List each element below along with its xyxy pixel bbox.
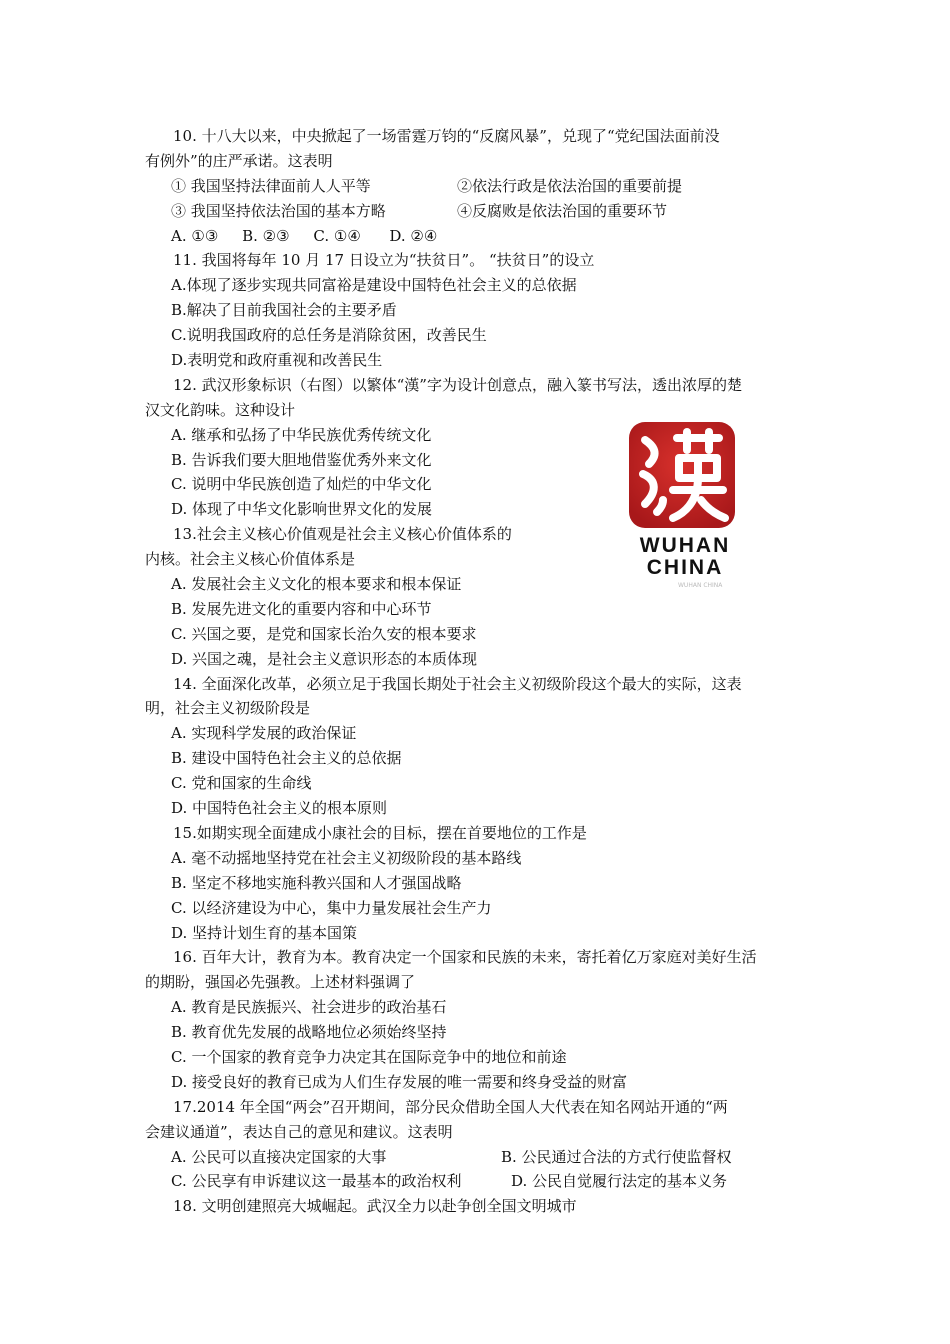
q13-stem-line1: 13.社会主义核心价值观是社会主义核心价值体系的 xyxy=(173,525,512,544)
q17-options-row1 xyxy=(145,1145,813,1170)
q12-option-c: C. 说明中华民族创造了灿烂的中华文化 xyxy=(171,475,432,494)
q16-option-a: A. 教育是民族振兴、社会进步的政治基石 xyxy=(171,998,447,1017)
q15-option-a: A. 毫不动摇地坚持党在社会主义初级阶段的基本路线 xyxy=(171,848,522,867)
q14-stem-line1: 14. 全面深化改革，必须立足于我国长期处于社会主义初级阶段这个最大的实际，这表 xyxy=(173,674,742,693)
q16-option-d: D. 接受良好的教育已成为人们生存发展的唯一需要和终身受益的财富 xyxy=(171,1072,628,1091)
q15-option-d: D. 坚持计划生育的基本国策 xyxy=(171,923,358,942)
question-text-column xyxy=(145,124,813,1219)
wuhan-logo xyxy=(622,420,748,589)
q18-stem: 18. 文明创建照亮大城崛起。武汉全力以赴争创全国文明城市 xyxy=(173,1197,577,1216)
logo-text-wuhan: WUHAN xyxy=(639,534,731,557)
q14-option-d: D. 中国特色社会主义的根本原则 xyxy=(171,799,388,818)
q16-stem-line2: 的期盼，强国必先强教。上述材料强调了 xyxy=(145,973,416,992)
q12-stem-line2: 汉文化韵味。这种设计 xyxy=(145,400,296,419)
q13-option-b: B. 发展先进文化的重要内容和中心环节 xyxy=(171,599,432,618)
q17-option-d: D. 公民自觉履行法定的基本义务 xyxy=(511,1172,728,1191)
q12-stem-line1: 12. 武汉形象标识（右图）以繁体“漢”字为设计创意点，融入篆书写法，透出浓厚的楚 xyxy=(173,375,742,394)
q10-item-2: ②依法行政是依法治国的重要前提 xyxy=(457,176,683,195)
q12-option-d: D. 体现了中华文化影响世界文化的发展 xyxy=(171,500,433,519)
q17-option-b: B. 公民通过合法的方式行使监督权 xyxy=(501,1147,732,1166)
q10-items-row1 xyxy=(145,174,813,199)
han-seal-icon xyxy=(627,420,737,530)
q14-stem-line2: 明，社会主义初级阶段是 xyxy=(145,699,311,718)
q14-option-b: B. 建设中国特色社会主义的总依据 xyxy=(171,749,402,768)
q10-items-row2 xyxy=(145,199,813,224)
q10-stem-line2: 有例外”的庄严承诺。这表明 xyxy=(145,151,333,170)
q12-option-b: B. 告诉我们要大胆地借鉴优秀外来文化 xyxy=(171,450,432,469)
q14-option-c: C. 党和国家的生命线 xyxy=(171,774,312,793)
q17-stem-line1: 17.2014 年全国“两会”召开期间，部分民众借助全国人大代表在知名网站开通的“两 xyxy=(173,1097,728,1116)
q16-option-b: B. 教育优先发展的战略地位必须始终坚持 xyxy=(171,1023,447,1042)
logo-text-china: CHINA xyxy=(646,556,724,579)
q15-option-c: C. 以经济建设为中心，集中力量发展社会生产力 xyxy=(171,898,492,917)
q14-option-a: A. 实现科学发展的政治保证 xyxy=(171,724,357,743)
q15-option-b: B. 坚定不移地实施科教兴国和人才强国战略 xyxy=(171,873,462,892)
q11-option-c: C.说明我国政府的总任务是消除贫困，改善民生 xyxy=(171,326,487,345)
q11-option-b: B.解决了目前我国社会的主要矛盾 xyxy=(171,301,397,320)
q15-stem: 15.如期实现全面建成小康社会的目标，摆在首要地位的工作是 xyxy=(173,823,587,842)
q10-item-3: ③ 我国坚持依法治国的基本方略 xyxy=(171,201,386,220)
q10-choices: A. ①③ B. ②③ C. ①④ D. ②④ xyxy=(171,226,438,245)
q13-option-c: C. 兴国之要，是党和国家长治久安的根本要求 xyxy=(171,624,477,643)
q16-stem-line1: 16. 百年大计，教育为本。教育决定一个国家和民族的未来，寄托着亿万家庭对美好生活 xyxy=(173,948,757,967)
q12-option-a: A. 继承和弘扬了中华民族优秀传统文化 xyxy=(171,425,432,444)
q13-stem-line2: 内核。社会主义核心价值体系是 xyxy=(145,550,356,569)
q16-option-c: C. 一个国家的教育竞争力决定其在国际竞争中的地位和前途 xyxy=(171,1047,567,1066)
logo-fine-print: WUHAN CHINA xyxy=(678,582,723,589)
q17-stem-line2: 会建议通道”，表达自己的意见和建议。这表明 xyxy=(145,1122,453,1141)
q13-option-a: A. 发展社会主义文化的根本要求和根本保证 xyxy=(171,575,462,594)
q10-item-4: ④反腐败是依法治国的重要环节 xyxy=(457,201,668,220)
q11-option-d: D.表明党和政府重视和改善民生 xyxy=(171,351,383,370)
q11-stem: 11. 我国将每年 10 月 17 日设立为“扶贫日”。 “扶贫日”的设立 xyxy=(173,251,595,270)
q17-option-a: A. 公民可以直接决定国家的大事 xyxy=(171,1147,387,1166)
q11-option-a: A.体现了逐步实现共同富裕是建设中国特色社会主义的总依据 xyxy=(171,276,577,295)
q10-item-1: ① 我国坚持法律面前人人平等 xyxy=(171,176,371,195)
q10-stem-line1: 10. 十八大以来，中央掀起了一场雷霆万钧的“反腐风暴”，兑现了“党纪国法面前没 xyxy=(173,127,720,145)
q17-option-c: C. 公民享有申诉建议这一最基本的政治权利 xyxy=(171,1172,462,1191)
q13-option-d: D. 兴国之魂，是社会主义意识形态的本质体现 xyxy=(171,649,478,668)
q17-options-row2 xyxy=(145,1169,813,1194)
